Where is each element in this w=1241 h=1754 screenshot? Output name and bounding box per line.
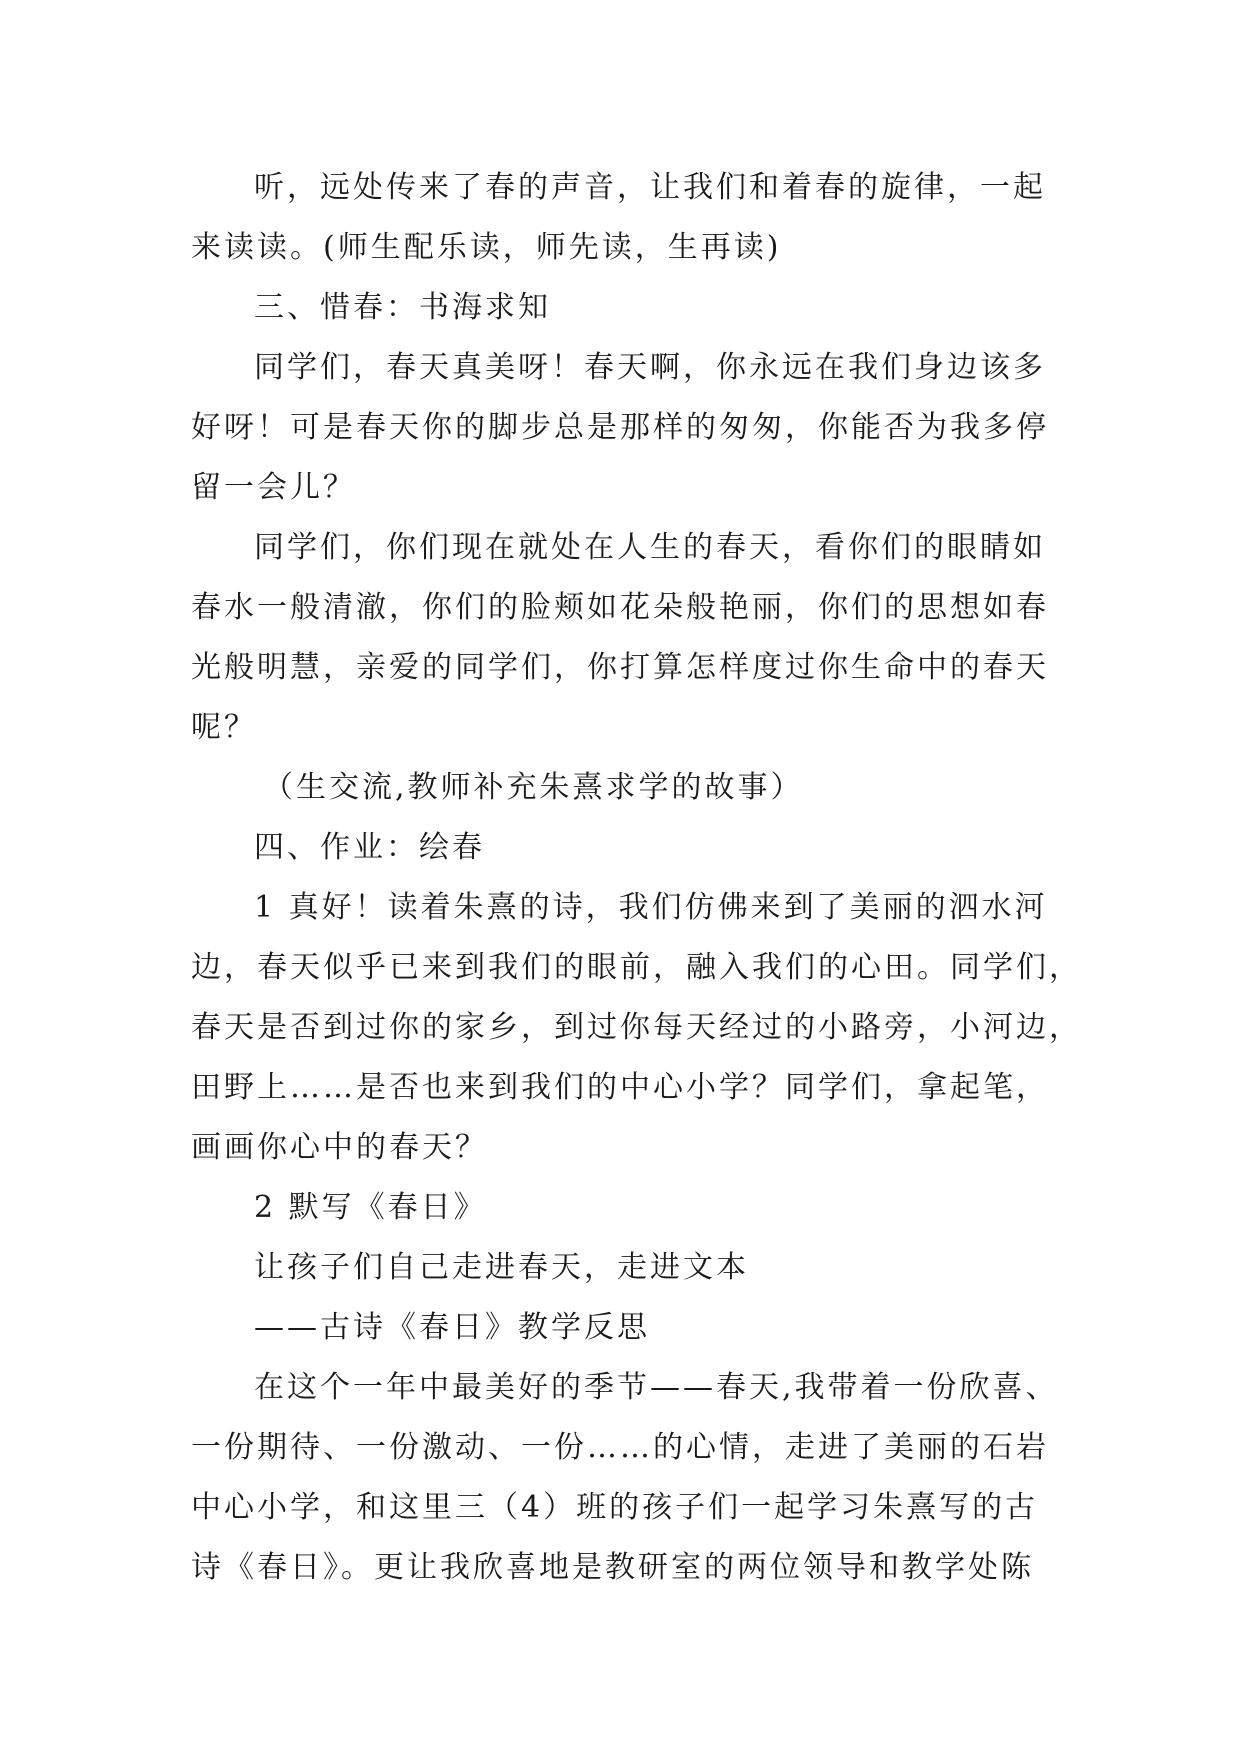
paragraph-line: 画画你心中的春天？: [191, 1130, 488, 1165]
paragraph-line: 同学们，你们现在就处在人生的春天，看你们的眼睛如: [254, 530, 1046, 565]
paragraph-line: 一份期待、一份激动、一份……的心情，走进了美丽的石岩: [191, 1430, 1049, 1465]
paragraph-line: 边，春天似乎已来到我们的眼前，融入我们的心田。同学们，: [191, 950, 1082, 985]
paragraph-line: 春水一般清澈，你们的脸颊如花朵般艳丽，你们的思想如春: [191, 590, 1049, 625]
document-body: [191, 158, 1082, 1598]
reflection-title: 让孩子们自己走进春天，走进文本: [254, 1250, 749, 1285]
section-heading: 三、惜春：书海求知: [254, 290, 551, 325]
paragraph-line: 在这个一年中最美好的季节——春天,我带着一份欣喜、: [254, 1370, 1059, 1405]
paragraph-line: 光般明慧，亲爱的同学们，你打算怎样度过你生命中的春天: [191, 650, 1049, 685]
paragraph-line: 听，远处传来了春的声音，让我们和着春的旋律，一起: [254, 170, 1046, 205]
paragraph-line: 呢？: [191, 710, 257, 745]
section-heading: 四、作业：绘春: [254, 830, 485, 865]
paragraph-line: 留一会儿？: [191, 470, 356, 505]
paragraph-line: 中心小学，和这里三（4）班的孩子们一起学习朱熹写的古: [191, 1490, 1039, 1525]
paragraph-line: 春天是否到过你的家乡，到过你每天经过的小路旁，小河边，: [191, 1010, 1082, 1045]
paragraph-line: 诗《春日》。更让我欣喜地是教研室的两位领导和教学处陈: [191, 1550, 1034, 1585]
paragraph-line: 好呀！可是春天你的脚步总是那样的匆匆，你能否为我多停: [191, 410, 1049, 445]
paragraph-line: 同学们，春天真美呀！春天啊，你永远在我们身边该多: [254, 350, 1046, 385]
paragraph-line: 来读读。(师生配乐读，师先读，生再读): [191, 230, 782, 265]
paragraph-line: 1 真好！读着朱熹的诗，我们仿佛来到了美丽的泗水河: [254, 890, 1048, 925]
paragraph-line: 田野上……是否也来到我们的中心小学？同学们，拿起笔，: [191, 1070, 1049, 1105]
paragraph-line: （生交流,教师补充朱熹求学的故事）: [263, 770, 804, 805]
paragraph-line: 2 默写《春日》: [254, 1190, 487, 1225]
reflection-subtitle: ——古诗《春日》教学反思: [254, 1310, 650, 1345]
